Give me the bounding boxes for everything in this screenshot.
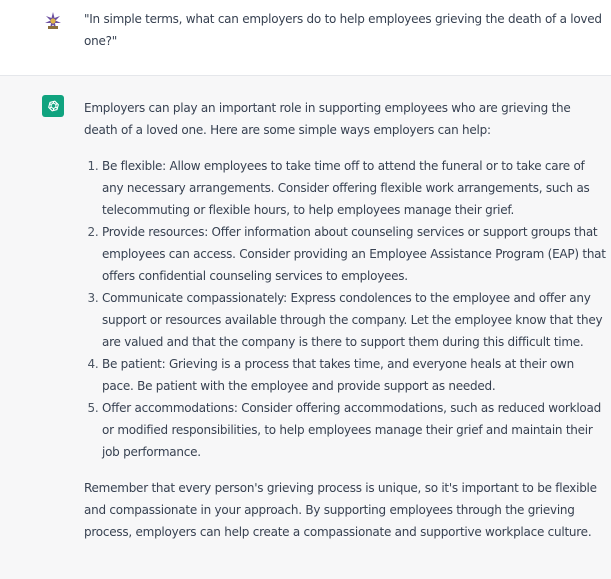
user-avatar-icon xyxy=(42,10,64,32)
user-message-text: "In simple terms, what can employers do to help employees grieving the death of a loved one?" xyxy=(84,12,602,48)
list-item: 3. Communicate compassionately: Express condolences to the employee and offer any support or resources available through the company. Let the employee know that they are valued and that the company is there to support them during this difficult time. xyxy=(102,287,606,353)
list-item: 2. Provide resources: Offer information about counseling services or support groups that employees can access. Consider providing an Employee Assistance Program (EAP) that offers confidential counseling services to employees. xyxy=(102,221,606,287)
assistant-message-text xyxy=(84,97,606,543)
openai-logo-icon xyxy=(42,95,64,117)
list-item: 4. Be patient: Grieving is a process that takes time, and everyone heals at their own pace. Be patient with the employee and provide support as needed. xyxy=(102,353,606,397)
assistant-intro: Employers can play an important role in supporting employees who are grieving the death of a loved one. Here are some simple ways employers can help: xyxy=(84,101,571,137)
assistant-conclusion: Remember that every person's grieving process is unique, so it's important to be flexible and compassionate in your approach. By supporting employees through the grieving process, employers can help create a compassionate and supportive workplace culture. xyxy=(84,481,597,539)
user-message-row xyxy=(0,0,611,76)
list-item: 5. Offer accommodations: Consider offering accommodations, such as reduced workload or modified responsibilities, to help employees manage their grief and maintain their job performance. xyxy=(102,397,606,463)
list-item: 1. Be flexible: Allow employees to take time off to attend the funeral or to take care of any necessary arrangements. Consider offering flexible work arrangements, such as telecommuting or flexible hours, to help employees manage their grief. xyxy=(102,155,606,221)
assistant-list xyxy=(84,155,606,463)
